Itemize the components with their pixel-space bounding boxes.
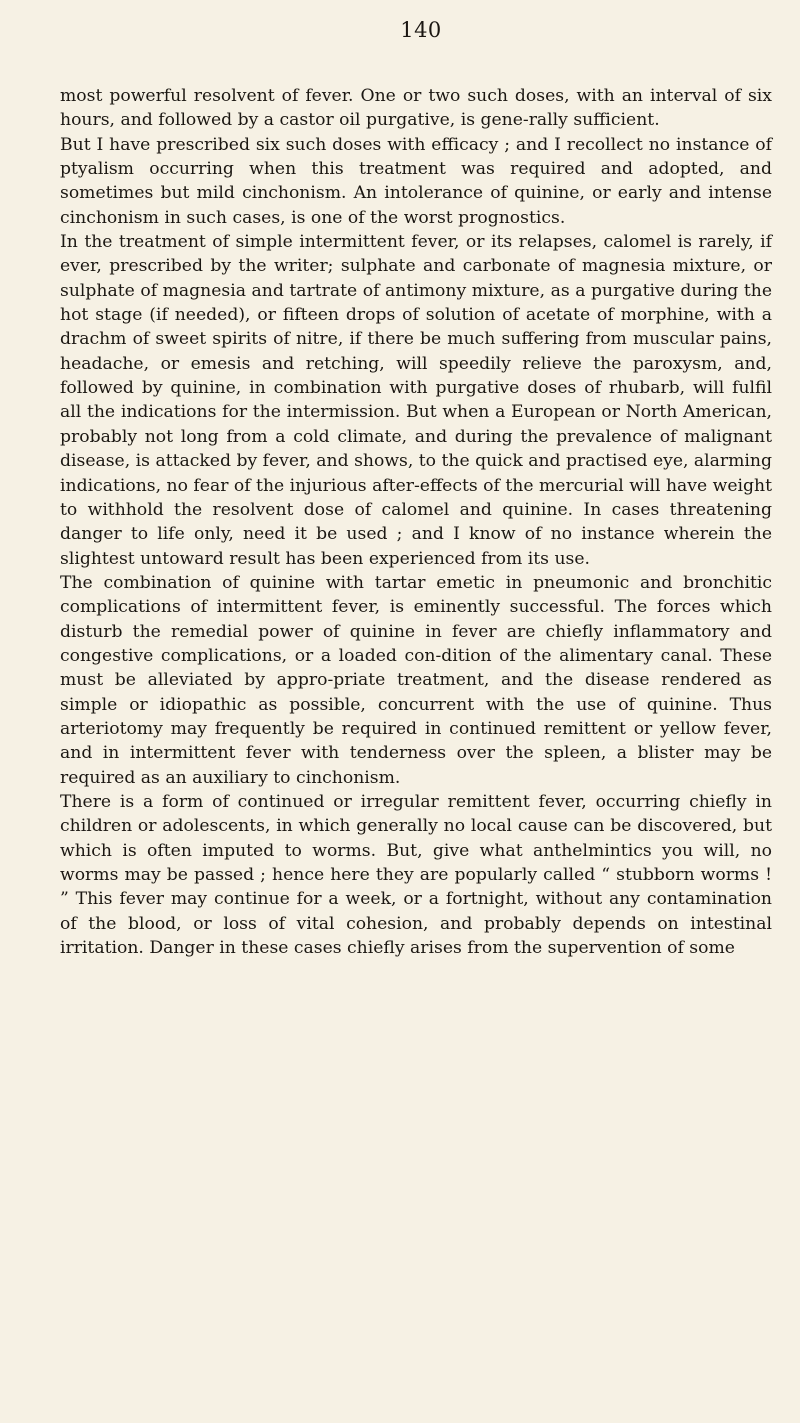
- paragraph-5: There is a form of continued or irregular remittent fever, occurring chiefly in children or adolescents, in which generally no local cause can be discovered, but which is often imputed to worms. But, give what anthelmintics you will, no worms may be passed ; hence here they are popularly called “ stubborn worms ! ” This fever may continue for a week, or a fortnight, without any contamination of the blood, or loss of vital cohesion, and probably depends on intestinal irritation. Danger in these cases chiefly arises from the supervention of some: [60, 791, 772, 959]
- paragraph-2: But I have prescribed six such doses with efficacy ; and I recollect no instance of ptyalism occurring when this treatment was required and adopted, and sometimes but mild cinchonism. An intolerance of quinine, or early and intense cinchonism in such cases, is one of the worst prognostics.: [60, 134, 772, 228]
- paragraph-1: most powerful resolvent of fever. One or two such doses, with an interval of six hours, and followed by a castor oil purgative, is gene-rally sufficient.: [60, 86, 772, 131]
- page-number: 140: [400, 18, 442, 42]
- body-text: [60, 84, 772, 960]
- paragraph-3: In the treatment of simple intermittent fever, or its relapses, calomel is rarely, if ever, prescribed by the writer; sulphate and carbonate of magnesia mixture, or sulphate of magnesia and tartrate of antimony mixture, as a purgative during the hot stage (if needed), or fifteen drops of solution of acetate of morphine, with a drachm of sweet spirits of nitre, if there be much suffering from muscular pains, headache, or emesis and retching, will speedily relieve the paroxysm, and, followed by quinine, in combination with purgative doses of rhubarb, will fulfil all the indications for the intermission. But when a European or North American, probably not long from a cold climate, and during the prevalence of malignant disease, is attacked by fever, and shows, to the quick and practised eye, alarming indications, no fear of the injurious after-effects of the mercurial will have weight to withhold the resolvent dose of calomel and quinine. In cases threatening danger to life only, need it be used ; and I know of no instance wherein the slightest untoward result has been experienced from its use.: [60, 232, 772, 569]
- paragraph-4: The combination of quinine with tartar emetic in pneumonic and bronchitic complications of intermittent fever, is eminently successful. The forces which disturb the remedial power of quinine in fever are chiefly inflammatory and congestive complications, or a loaded con-dition of the alimentary canal. These must be alleviated by appro-priate treatment, and the disease rendered as simple or idiopathic as possible, concurrent with the use of quinine. Thus arteriotomy may frequently be required in continued remittent or yellow fever, and in intermittent fever with tenderness over the spleen, a blister may be required as an auxiliary to cinchonism.: [60, 572, 772, 788]
